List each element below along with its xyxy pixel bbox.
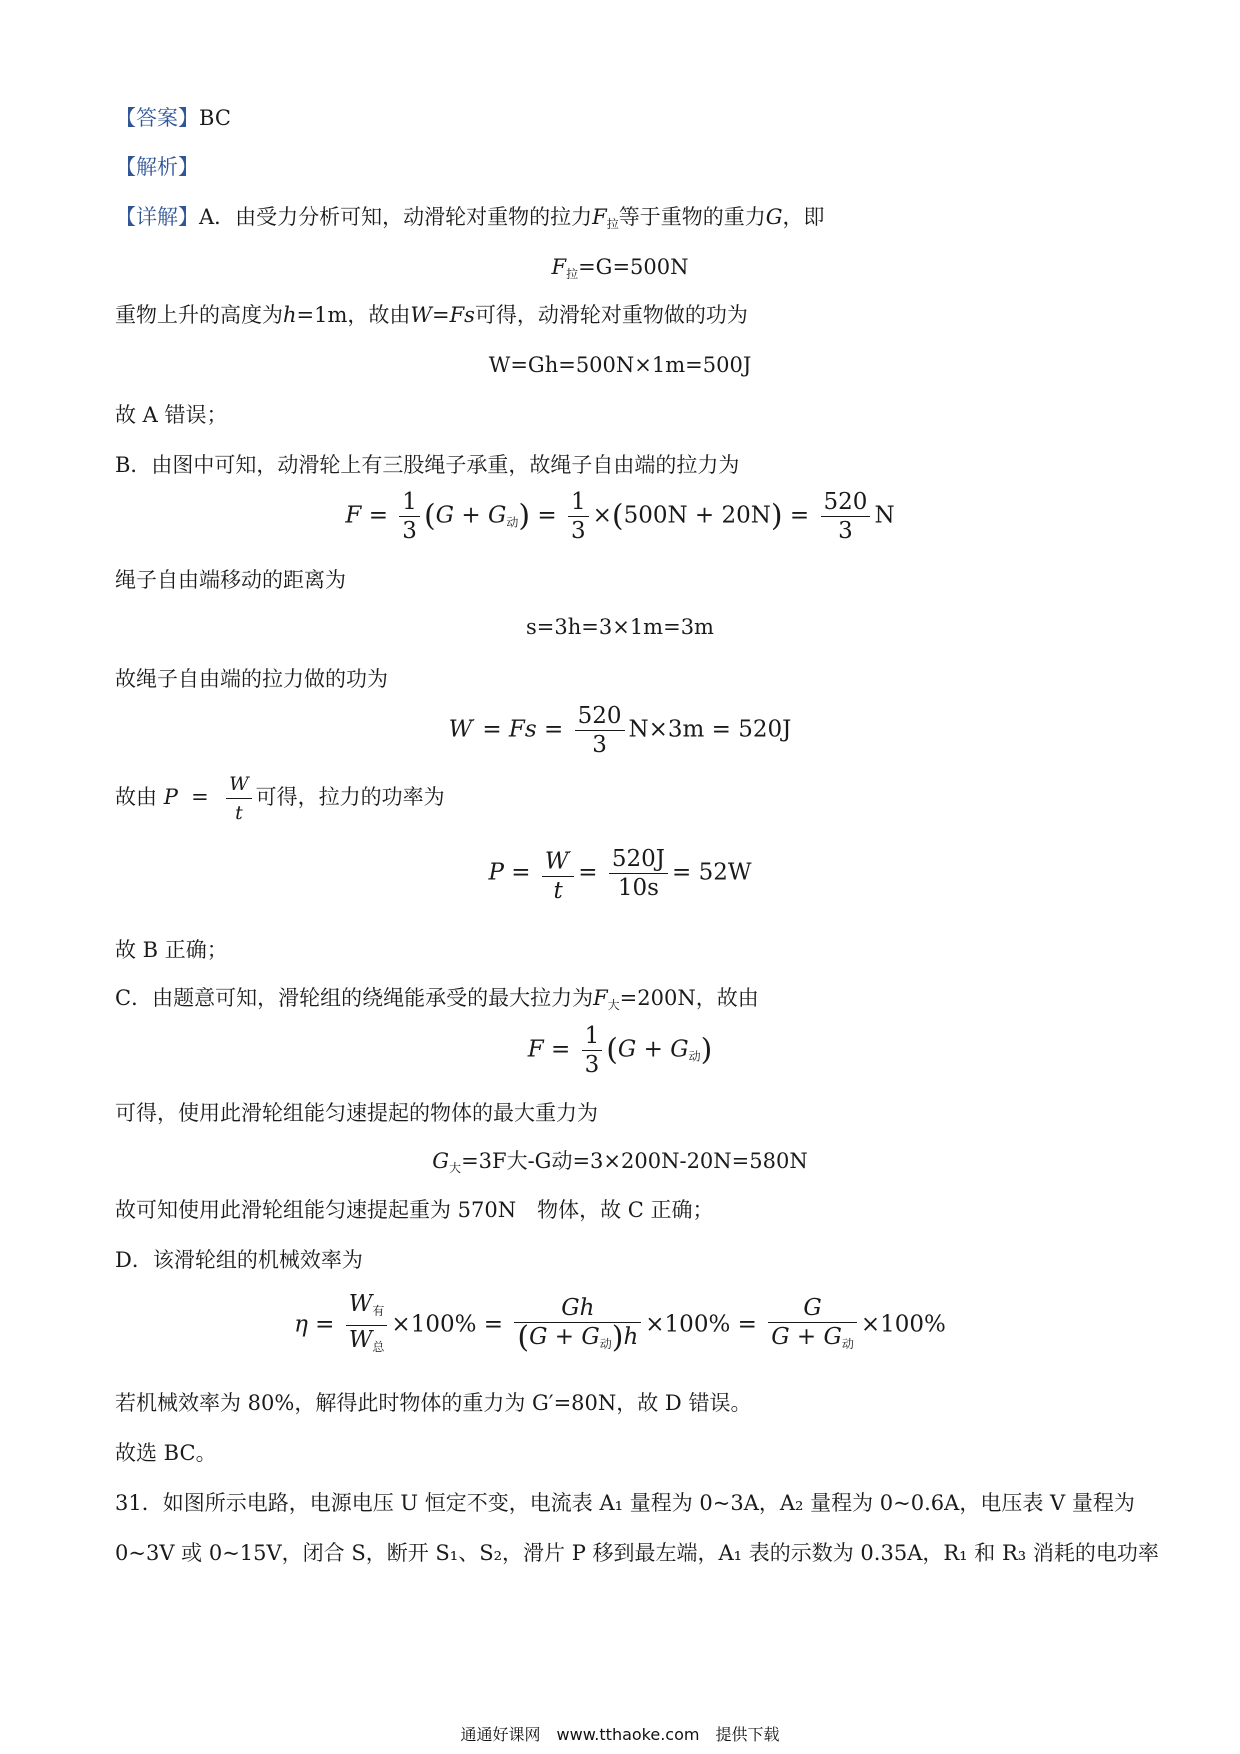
partA-conclusion: 故 A 错误； <box>115 403 228 427</box>
partC-eq: $G_大=3F$大-G动=3×200N-20N=580N <box>432 1149 808 1175</box>
answer-label: 【答案】 <box>115 106 199 130</box>
partD-eq-efficiency: η = $\frac{W_有}{W_总}$ ×100% = $\frac{Gh}{(G + G_动)h}$ ×100% = $\frac{G}{G + G_动}$ ×100% <box>294 1291 946 1355</box>
partB-conclusion: 故 B 正确； <box>115 938 228 962</box>
partB-eq-s: s=3h=3×1m=3m <box>526 615 714 639</box>
q31-line1: 31．如图所示电路，电源电压 U 恒定不变，电流表 A₁ 量程为 0~3A，A₂ 量程为 0~0.6A，电压表 V 量程为 <box>115 1491 1135 1515</box>
partC-eq-force: F = $\frac{1}{3}$ $(G + G_动)$ <box>527 1023 713 1078</box>
partC-intro: C．由题意可知，滑轮组的绕绳能承受的最大拉力为$F_大=200N$，故由 <box>115 986 759 1012</box>
partD-intro: D．该滑轮组的机械效率为 <box>115 1248 363 1272</box>
partD-line2: 若机械效率为 80%，解得此时物体的重力为 G′=80N，故 D 错误。 <box>115 1391 752 1415</box>
partB-line2: 绳子自由端移动的距离为 <box>115 568 346 592</box>
partA-eq2: W=Gh=500N×1m=500J <box>488 353 752 377</box>
partB-eq-force: F = $\frac{1}{3}$ $(G + G_动)$ = $\frac{1}{3}$ ×(500N + 20N) = $\frac{520}{3}$ N <box>345 489 895 544</box>
detail-label: 【详解】 <box>115 205 199 229</box>
partB-intro: B．由图中可知，动滑轮上有三股绳子承重，故绳子自由端的拉力为 <box>115 453 740 477</box>
q31-line2: 0~3V 或 0~15V，闭合 S，断开 S₁、S₂，滑片 P 移到最左端，A₁ 表的示数为 0.35A，R₁ 和 R₃ 消耗的电功率 <box>115 1541 1159 1565</box>
partC-conclusion: 故可知使用此滑轮组能匀速提起重为 570N 物体，故 C 正确； <box>115 1198 714 1222</box>
partB-eq-work: W′ = Fs = $\frac{520}{3}$ N×3m = 520J <box>448 703 792 758</box>
partC-line2: 可得，使用此滑轮组能匀速提起的物体的最大重力为 <box>115 1101 598 1125</box>
partA-line2: 重物上升的高度为h=1m，故由W=Fs可得，动滑轮对重物做的功为 <box>115 303 748 327</box>
partB-eq-power: P = $\frac{W'}{t}$ = $\frac{520J}{10s}$ = 52W <box>0 842 1240 905</box>
analysis-label: 【解析】 <box>115 155 199 179</box>
partB-line4: 故由 P = $\frac{W}{t}$ 可得，拉力的功率为 <box>115 770 445 827</box>
answer-value: BC <box>199 106 231 130</box>
partA-eq1: $F_拉=G=500N$ <box>551 255 689 281</box>
partB-line3: 故绳子自由端的拉力做的功为 <box>115 667 388 691</box>
answer-line <box>115 103 231 133</box>
footer-source: 通通好课网 www.tthaoke.com 提供下载 <box>460 1725 780 1744</box>
partA-intro: 【详解】A．由受力分析可知，动滑轮对重物的拉力$F_拉$等于重物的重力G，即 <box>115 205 825 231</box>
partD-final: 故选 BC。 <box>115 1441 217 1465</box>
